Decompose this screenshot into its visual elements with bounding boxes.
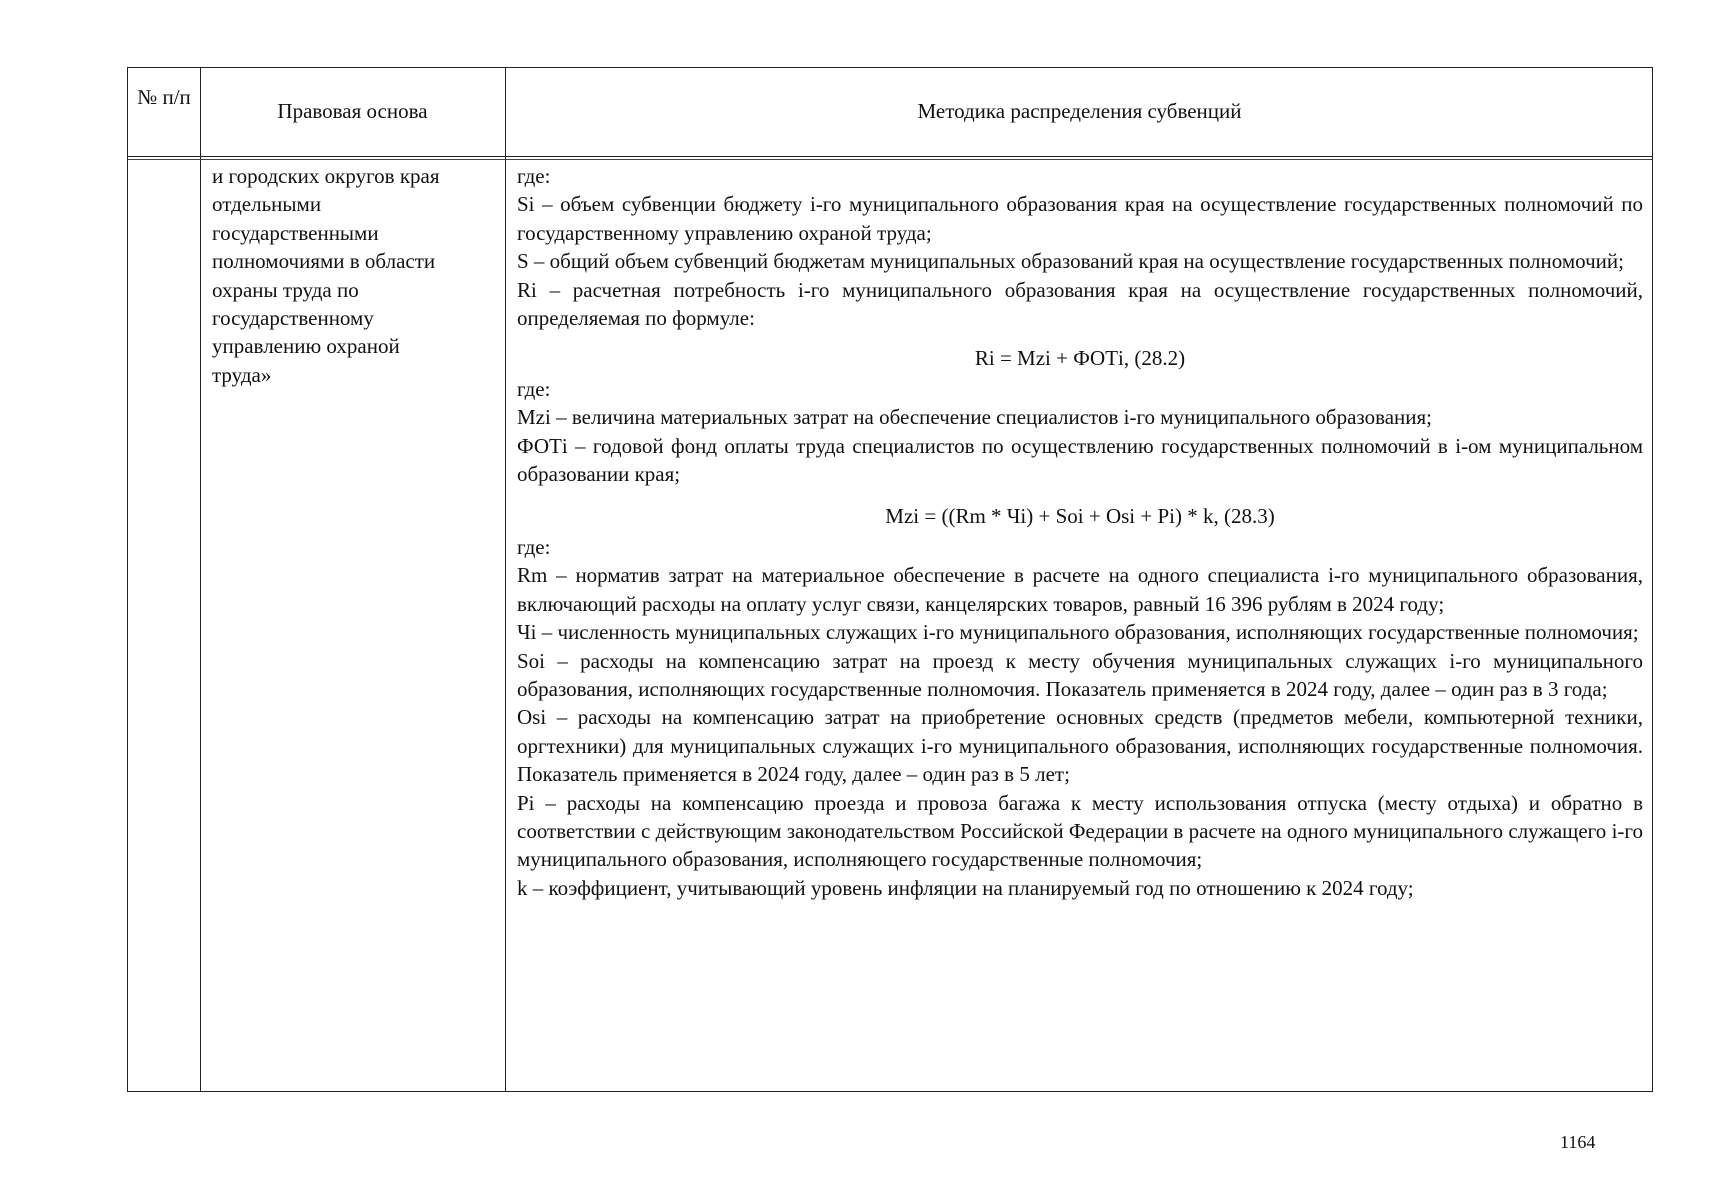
definition-si: Si – объем субвенции бюджету i-го муниципального образования края на осуществление государственных полномочий по государственному управлению охраной труда; [517, 192, 1643, 245]
distribution-table [127, 67, 1653, 1092]
legal-line: государственными [212, 220, 379, 245]
header-legal-basis: Правовая основа [277, 99, 428, 123]
column-divider [505, 68, 506, 1091]
where-label: где: [517, 164, 551, 188]
formula-28-2: Ri = Mzi + ФОТi, (28.2) [974, 346, 1186, 371]
legal-line: государственному [212, 306, 374, 331]
definition-s: S – общий объем субвенций бюджетам муниципальных образований края на осуществление государственных полномочий; [517, 249, 1624, 274]
header-method: Методика распределения субвенций [917, 99, 1242, 123]
column-divider [200, 68, 201, 1091]
definition-osi: Osi – расходы на компенсацию затрат на приобретение основных средств (предметов мебели, компьютерной техники, оргтехники) для муниципальных служащих i-го муниципального образования, исполняющих государственные полномочия. Показатель применяется в 2024 году, далее – один раз в 5 лет; [517, 705, 1643, 787]
header-divider [128, 159, 1652, 160]
legal-line: охраны труда по [212, 277, 359, 302]
definition-mzi: Mzi – величина материальных затрат на обеспечение специалистов i-го муниципального образования; [517, 405, 1433, 430]
definition-rm: Rm – норматив затрат на материальное обеспечение в расчете на одного специалиста i-го муниципального образования, включающий расходы на оплату услуг связи, канцелярских товаров, равный 16 396 рублям в 2024 году; [517, 563, 1643, 616]
legal-line: полномочиями в области [212, 249, 436, 274]
header-number: № п/п [137, 85, 191, 109]
definition-pi: Pi – расходы на компенсацию проезда и провоза багажа к месту использования отпуска (месту отдыха) и обратно в соответствии с действующим законодательством Российской Федерации в расчете на одного муниципального служащего i-го муниципального образования, исполняющего государственные полномочия; [517, 790, 1643, 872]
legal-line: управлению охраной [212, 334, 400, 359]
formula-28-3: Mzi = ((Rm * Чi) + Soi + Osi + Pi) * k, (28.3) [885, 504, 1275, 529]
definition-chi: Чi – численность муниципальных служащих i-го муниципального образования, исполняющих государственные полномочия; [517, 620, 1639, 645]
header-divider [128, 156, 1652, 157]
page-number: 1164 [1560, 1132, 1596, 1152]
legal-line: отдельными [212, 192, 322, 217]
where-label: где: [517, 534, 551, 559]
legal-line: и городских округов края [212, 164, 440, 188]
definition-k: k – коэффициент, учитывающий уровень инфляции на планируемый год по отношению к 2024 году; [517, 875, 1414, 900]
definition-ri: Ri – расчетная потребность i-го муниципального образования края на осуществление государственных полномочий, определяемая по формуле: [517, 277, 1643, 331]
legal-basis-cell [212, 162, 502, 389]
where-label: где: [517, 376, 551, 401]
legal-line: труда» [212, 362, 272, 387]
method-cell [517, 162, 1643, 902]
definition-soi: Soi – расходы на компенсацию затрат на проезд к месту обучения муниципальных служащих i-го муниципального образования, исполняющих государственные полномочия. Показатель применяется в 2024 году, далее – один раз в 3 года; [517, 648, 1643, 701]
definition-foti: ФОТi – годовой фонд оплаты труда специалистов по осуществлению государственных полномочий в i-ом муниципальном образовании края; [517, 433, 1643, 487]
